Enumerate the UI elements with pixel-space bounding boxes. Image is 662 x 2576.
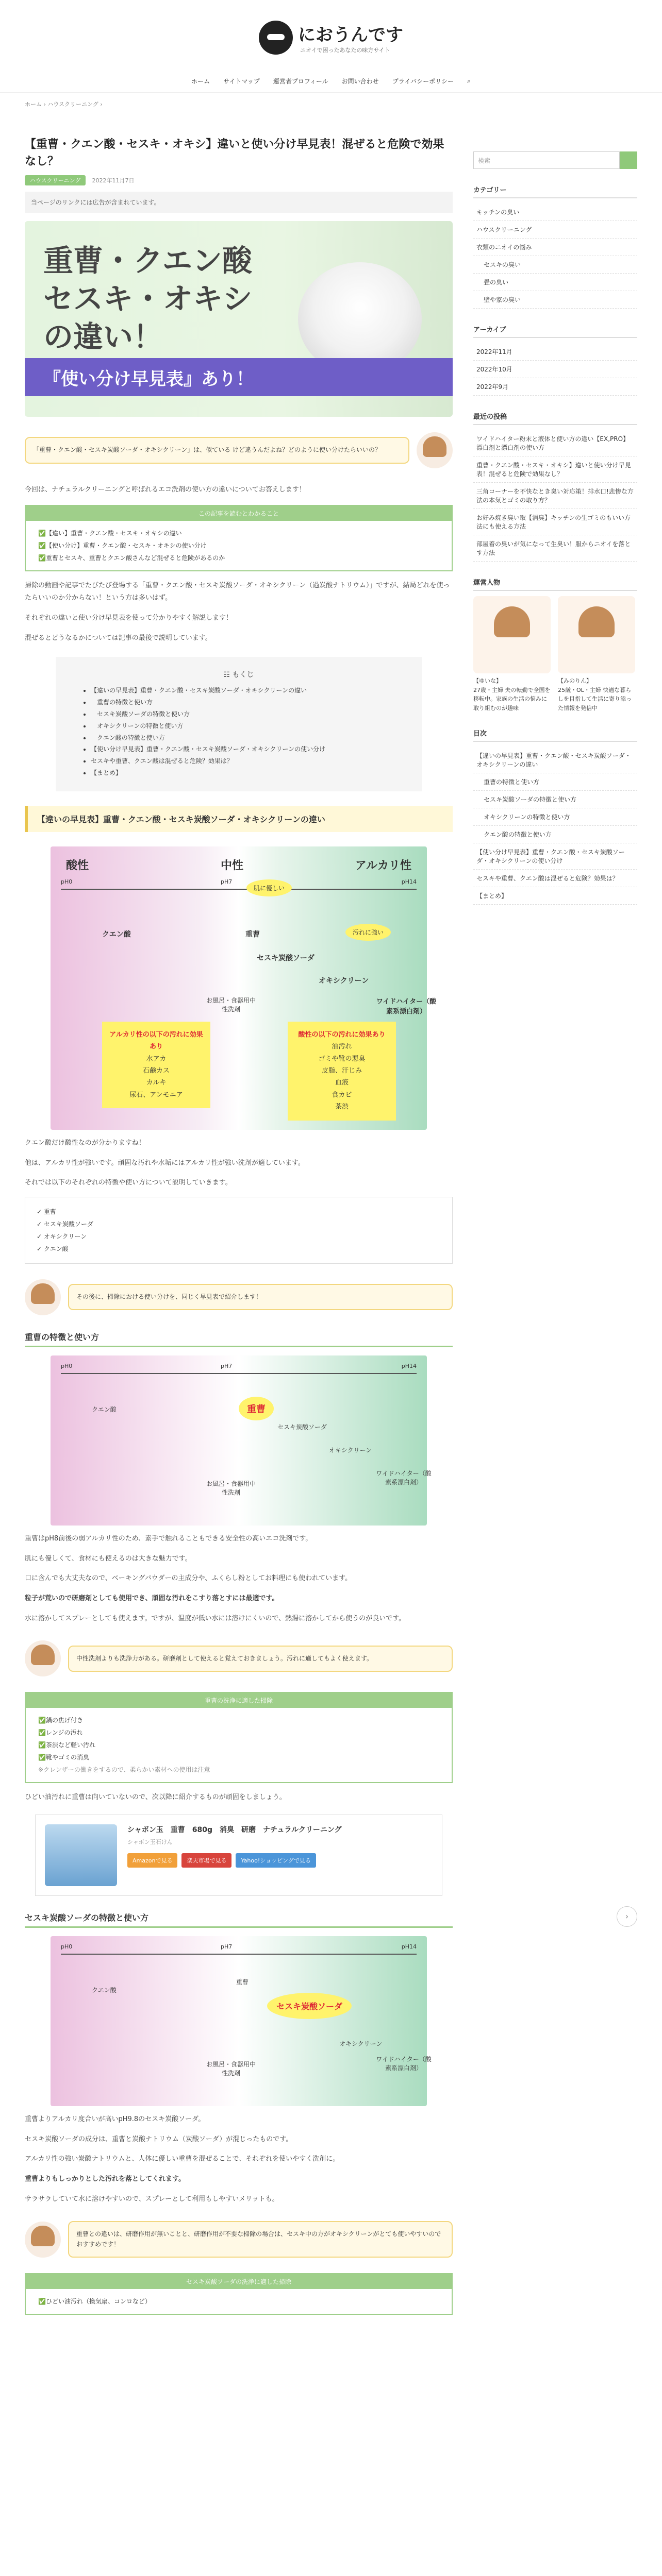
archive-link[interactable]: 2022年11月 xyxy=(473,343,637,361)
paragraph: 重曹よりもしっかりとした汚れを落としてくれます。 xyxy=(25,2175,185,2183)
subsection-heading: セスキ炭酸ソーダの特徴と使い方 xyxy=(25,1911,453,1928)
right-box-item: 食カビ xyxy=(332,1091,352,1099)
check-item: ✓ セスキ炭酸ソーダ xyxy=(37,1220,93,1228)
ph0-label: pH0 xyxy=(61,878,73,885)
global-nav xyxy=(0,70,662,93)
product-name[interactable]: シャボン玉 重曹 680g 消臭 研磨 ナチュラルクリーニング xyxy=(127,1826,342,1834)
breadcrumb[interactable]: ホーム › ハウスクリーニング › xyxy=(25,101,103,108)
paragraph: 掃除の動画や記事でたびたび登場する「重曹・クエン酸・セスキ炭酸ソーダ・オキシクリーン（過炭酸ナトリウム）」ですが、結局どれを使ったらいいのか分からない！という方は多いはず。 xyxy=(25,581,450,602)
author-name: 【みのりん】 xyxy=(558,677,592,684)
author-name: 【ゆいな】 xyxy=(473,677,502,684)
recent-post-link[interactable]: 部屋着の臭いが気になって生臭い！服からニオイを落とす方法 xyxy=(473,535,637,562)
nav-privacy[interactable]: プライバシーポリシー xyxy=(392,77,454,85)
paragraph: 口に含んでも大丈夫なので、ベーキングパウダーの主成分や、ふくらし粉としてお料理にも使われています。 xyxy=(25,1574,352,1583)
sidebar-toc-link[interactable]: 重曹の特徴と使い方 xyxy=(473,773,637,791)
ph-chart-sesqui xyxy=(51,1936,432,2106)
left-box-item: 水アカ xyxy=(146,1055,167,1063)
usage-item: ✅レンジの汚れ xyxy=(38,1729,83,1737)
paragraph: それでは以下のそれぞれの特徴や使い方について説明していきます。 xyxy=(25,1179,232,1187)
nav-profile[interactable]: 運営者プロフィール xyxy=(273,77,328,85)
avatar xyxy=(25,2222,61,2258)
category-link[interactable]: 畳の臭い xyxy=(473,274,637,291)
hero-image xyxy=(25,221,453,417)
toc-link[interactable]: • セスキ炭酸ソーダの特徴と使い方 xyxy=(91,708,396,720)
sidebar xyxy=(473,115,637,2323)
citric-label: クエン酸 xyxy=(92,1405,117,1413)
scroll-top-button[interactable]: › xyxy=(617,1906,637,1927)
author-card xyxy=(473,596,551,713)
site-header xyxy=(0,0,662,70)
nav-sitemap[interactable]: サイトマップ xyxy=(223,77,260,85)
toc-link[interactable]: • 【使い分け早見表】重曹・クエン酸・セスキ炭酸ソーダ・オキシクリーンの使い分け xyxy=(91,743,396,755)
bubble-text: 重曹との違いは、研磨作用が無いことと、研磨作用が不要な掃除の場合は、セスキ中の方がオキシクリーンがとても使いやすいのでおすすめです！ xyxy=(68,2221,453,2257)
product-card xyxy=(35,1815,442,1896)
category-link[interactable]: ハウスクリーニング xyxy=(473,221,637,239)
toc-link[interactable]: • オキシクリーンの特徴と使い方 xyxy=(91,720,396,732)
product-image[interactable] xyxy=(45,1824,117,1886)
post-date: 2022年11月7日 xyxy=(92,177,135,184)
category-link[interactable]: キッチンの臭い xyxy=(473,204,637,221)
avatar xyxy=(417,432,453,468)
haiter-label: ワイドハイター（酸素系漂白剤） xyxy=(376,1469,432,1486)
search-icon[interactable]: ⌕ xyxy=(467,77,471,84)
paragraph: 混ぜるとどうなるかについては記事の最後で説明しています。 xyxy=(25,634,212,642)
author-card xyxy=(558,596,635,713)
ph0-label: pH0 xyxy=(61,1362,73,1369)
paragraph: 粒子が荒いので研磨剤としても使用でき、頑固な汚れをこすり落とすには最適です。 xyxy=(25,1594,279,1602)
ph7-label: pH7 xyxy=(221,878,233,885)
checklist xyxy=(25,1197,453,1264)
oxi-label: オキシクリーン xyxy=(329,1446,372,1454)
toc-title: ☷ もくじ xyxy=(223,671,254,680)
sidebar-toc-link[interactable]: クエン酸の特徴と使い方 xyxy=(473,826,637,843)
soda-label: 重曹 xyxy=(236,1978,249,1986)
sidebar-toc-link[interactable]: 【違いの早見表】重曹・クエン酸・セスキ炭酸ソーダ・オキシクリーンの違い xyxy=(473,747,637,773)
site-title[interactable]: におうんです xyxy=(298,25,403,45)
sidebar-toc-title: 目次 xyxy=(473,728,637,742)
paragraph: アルカリ性の強い炭酸ナトリウムと、人体に優しい重曹を混ぜることで、それぞれを使いやすく洗剤に。 xyxy=(25,2155,340,2163)
paragraph: 他は、アルカリ性が強いです。頑固な汚れや水垢にはアルカリ性が強い洗剤が適しています。 xyxy=(25,1159,305,1167)
recent-post-link[interactable]: 重曹・クエン酸・セスキ・オキシ】違いと使い分け早見表！混ぜると危険で効果なし？ xyxy=(473,456,637,483)
paragraph: 重曹はpH8前後の弱アルカリ性のため、素手で触れることもできる安全性の高いエコ洗剤です。 xyxy=(25,1534,312,1543)
people-title: 運営人物 xyxy=(473,577,637,591)
category-link[interactable]: 壁や家の臭い xyxy=(473,291,637,309)
author-desc: 27歳・主婦 夫の転勤で全国を移転中。家族の生活の悩みに取り組むのが趣味 xyxy=(473,686,551,711)
section-heading: 【違いの早見表】重曹・クエン酸・セスキ炭酸ソーダ・オキシクリーンの違い xyxy=(25,806,453,832)
left-box-item: 石鹸カス xyxy=(142,1066,170,1075)
hero-line: 重曹・クエン酸 xyxy=(43,243,252,278)
usage-item: ✅鍋の焦げ付き xyxy=(38,1717,83,1724)
toc-link[interactable]: • 重曹の特徴と使い方 xyxy=(91,697,396,708)
haiter-label: ワイドハイター（酸素系漂白剤） xyxy=(376,2056,432,2072)
sesqui-highlight: セスキ炭酸ソーダ xyxy=(267,1993,352,2019)
summary-item: ✅【使い分け】重曹・クエン酸・セスキ・オキシの使い分け xyxy=(38,541,207,549)
right-box-item: 皮脂、汗じみ xyxy=(321,1066,362,1075)
speech-bubble xyxy=(25,432,453,468)
category-badge[interactable]: ハウスクリーニング xyxy=(25,175,86,185)
right-box-item: 血液 xyxy=(335,1079,349,1087)
dirt-badge: 汚れに強い xyxy=(345,924,391,941)
recent-post-link[interactable]: 三角コーナーを不快なとき臭い対応策！排水口!悲惨な方法の本気とゴミの取り方？ xyxy=(473,483,637,509)
neutral-detergent-label: お風呂・食器用中性洗剤 xyxy=(206,996,256,1013)
summary-box-head: この記事を読むとわかること xyxy=(26,506,452,521)
search-button[interactable] xyxy=(620,151,637,169)
ph-chart-overview xyxy=(51,846,437,1130)
author-avatar xyxy=(558,596,635,673)
usage-box-head: 重曹の洗浄に適した掃除 xyxy=(26,1693,452,1708)
paragraph: サラサラしていて水に溶けやすいので、スプレーとして利用もしやすいメリットも。 xyxy=(25,2195,279,2203)
ph0-label: pH0 xyxy=(61,1943,73,1950)
neutral-detergent-label: お風呂・食器用中性洗剤 xyxy=(206,1480,256,1496)
recent-title: 最近の投稿 xyxy=(473,411,637,425)
amazon-button[interactable]: Amazonで見る xyxy=(127,1853,177,1868)
soda-highlight: 重曹 xyxy=(239,1397,274,1420)
recent-post-link[interactable]: お好み焼き臭い取【消臭】キッチンの生ゴミのもいい方法にも使える方法 xyxy=(473,509,637,535)
ph-chart-soda xyxy=(51,1355,432,1526)
check-item: ✓ 重曹 xyxy=(37,1208,56,1215)
neutral-label: 中性 xyxy=(221,859,244,872)
article-main xyxy=(25,115,453,2323)
yahoo-button[interactable]: Yahoo!ショッピングで見る xyxy=(236,1853,316,1868)
paragraph: 水に溶かしてスプレーとしても使えます。ですが、温度が低い水には溶けにくいので、熱湯に溶かしてから使うのが良いです。 xyxy=(25,1614,406,1622)
sesqui-label: セスキ炭酸ソーダ xyxy=(277,1423,327,1431)
author-avatar xyxy=(473,596,551,673)
paragraph: クエン酸だけ酸性なのが分かりますね！ xyxy=(25,1139,145,1147)
author-desc: 25歳・OL・主婦 快適な暮らしを目指して生活に寄り添った情報を発信中 xyxy=(558,686,632,711)
sesqui-label: セスキ炭酸ソーダ xyxy=(257,954,315,962)
category-link[interactable]: 衣類のニオイの悩み xyxy=(473,239,637,256)
check-item: ✓ オキシクリーン xyxy=(37,1232,87,1240)
toc-link[interactable]: • セスキや重曹、クエン酸は混ぜると危険？効果は？ xyxy=(91,755,396,767)
sidebar-toc-link[interactable]: オキシクリーンの特徴と使い方 xyxy=(473,808,637,826)
hero-line: セスキ・オキシ xyxy=(43,281,253,317)
skin-badge: 肌に優しい xyxy=(246,879,292,896)
toc-link[interactable]: • 【違いの早見表】重曹・クエン酸・セスキ炭酸ソーダ・オキシクリーンの違い xyxy=(91,685,396,697)
ph14-label: pH14 xyxy=(401,878,417,885)
acid-label: 酸性 xyxy=(66,859,89,872)
usage-item: ✅靴やゴミの消臭 xyxy=(38,1754,89,1761)
sidebar-search xyxy=(473,151,637,169)
table-of-contents xyxy=(56,657,422,791)
paragraph: セスキ炭酸ソーダの成分は、重曹と炭酸ナトリウム（炭酸ソーダ）が混じったものです。 xyxy=(25,2135,293,2143)
avatar xyxy=(25,1279,61,1315)
left-box-item: カルキ xyxy=(146,1079,167,1087)
oxi-label: オキシクリーン xyxy=(339,2040,383,2047)
sidebar-toc-link[interactable]: セスキや重曹、クエン酸は混ぜると危険？効果は？ xyxy=(473,870,637,887)
haiter-label: ワイドハイター（酸素系漂白剤） xyxy=(376,997,437,1015)
citric-label: クエン酸 xyxy=(92,1987,117,1994)
product-brand: シャボン玉石けん xyxy=(127,1839,173,1845)
search-input[interactable]: 検索 xyxy=(473,151,620,169)
sidebar-toc-link[interactable]: セスキ炭酸ソーダの特徴と使い方 xyxy=(473,791,637,808)
summary-item: ✅重曹とセスキ、重曹とクエン酸さんなど混ぜると危険があるのか xyxy=(38,554,225,562)
citric-label: クエン酸 xyxy=(102,930,131,939)
subsection-heading: 重曹の特徴と使い方 xyxy=(25,1331,453,1347)
sidebar-toc-link[interactable]: 【まとめ】 xyxy=(473,887,637,905)
ph14-label: pH14 xyxy=(401,1362,417,1369)
paragraph: 重曹よりアルカリ度合いが高いpH9.8のセスキ炭酸ソーダ。 xyxy=(25,2115,205,2123)
paragraph: ひどい油汚れに重曹は向いていないので、次以降に紹介するものが頑固をしましょう。 xyxy=(25,1793,286,1802)
speech-bubble xyxy=(25,1640,453,1676)
usage-item: ✅ひどい油汚れ（換気扇、コンロなど） xyxy=(38,2297,151,2305)
sidebar-toc-link[interactable]: 【使い分け早見表】重曹・クエン酸・セスキ炭酸ソーダ・オキシクリーンの使い分け xyxy=(473,843,637,870)
bubble-text: 中性洗剤よりも洗浄力がある。研磨剤として使えると覚えておきましょう。汚れに適してもよく使えます。 xyxy=(68,1646,453,1672)
usage-note: ※クレンザーの働きをするので、柔らかい素材への使用は注意 xyxy=(38,1766,210,1774)
toc-link[interactable]: • 【まとめ】 xyxy=(91,767,396,779)
left-box-head: アルカリ性の以下の汚れに効果あり xyxy=(109,1030,203,1051)
avatar xyxy=(25,1640,61,1676)
paragraph: それぞれの違いと使い分け早見表を使って分かりやすく解説します！ xyxy=(25,614,233,622)
ph7-label: pH7 xyxy=(221,1943,233,1950)
ph14-label: pH14 xyxy=(401,1943,417,1950)
soda-label: 重曹 xyxy=(245,930,260,939)
speech-bubble xyxy=(25,1279,453,1315)
category-link[interactable]: セスキの臭い xyxy=(473,256,637,274)
right-box-item: ゴミや靴の悪臭 xyxy=(318,1055,366,1063)
nav-contact[interactable]: お問い合わせ xyxy=(341,77,379,85)
toc-link[interactable]: • クエン酸の特徴と使い方 xyxy=(91,732,396,744)
archive-link[interactable]: 2022年9月 xyxy=(473,378,637,396)
bubble-text: 「重曹・クエン酸・セスキ炭酸ソーダ・オキシクリーン」は、似ている けど違うんだよね？どのように使い分けたらいいの？ xyxy=(25,437,409,463)
usage-item: ✅茶渋など軽い汚れ xyxy=(38,1741,95,1749)
neutral-detergent-label: お風呂・食器用中性洗剤 xyxy=(206,2061,256,2077)
ad-notice: 当ページのリンクには広告が含まれています。 xyxy=(25,192,453,213)
category-title: カテゴリー xyxy=(473,184,637,198)
alkali-label: アルカリ性 xyxy=(355,859,411,872)
ph7-label: pH7 xyxy=(221,1362,233,1369)
rakuten-button[interactable]: 楽天市場で見る xyxy=(181,1853,231,1868)
hero-line: の違い！ xyxy=(43,319,163,355)
speech-bubble xyxy=(25,2221,453,2257)
summary-item: ✅【違い】重曹・クエン酸・セスキ・オキシの違い xyxy=(38,529,182,537)
right-box-item: 油汚れ xyxy=(332,1043,352,1051)
oxi-label: オキシクリーン xyxy=(319,976,369,985)
bubble-text: その後に、掃除における使い分けを、同じく早見表で紹介します！ xyxy=(68,1284,453,1310)
logo-mascot-icon xyxy=(259,21,293,55)
site-logo[interactable] xyxy=(259,21,403,55)
right-box-head: 酸性の以下の汚れに効果あり xyxy=(298,1030,386,1039)
paragraph: 今回は、ナチュラルクリーニングと呼ばれるエコ洗剤の使い方の違いについてお答えします！ xyxy=(25,486,306,494)
hero-band: 『使い分け早見表』あり！ xyxy=(25,358,453,396)
archive-link[interactable]: 2022年10月 xyxy=(473,361,637,378)
check-item: ✓ クエン酸 xyxy=(37,1245,69,1252)
paragraph: 肌にも優しくて、食材にも使えるのは大きな魅力です。 xyxy=(25,1554,192,1563)
nav-home[interactable]: ホーム xyxy=(191,77,210,85)
archive-title: アーカイブ xyxy=(473,324,637,338)
usage-box xyxy=(25,1692,453,1783)
left-box-item: 尿石、アンモニア xyxy=(129,1091,183,1099)
recent-post-link[interactable]: ワイドハイター粉末と液体と使い方の違い【EX,PRO】漂白剤と漂白剤の使い方 xyxy=(473,430,637,456)
summary-box xyxy=(25,505,453,571)
usage-box-head: セスキ炭酸ソーダの洗浄に適した掃除 xyxy=(26,2274,452,2289)
right-box-item: 茶渋 xyxy=(335,1103,349,1111)
usage-box xyxy=(25,2273,453,2315)
site-tagline: ニオイで困ったあなたの味方サイト xyxy=(300,47,390,54)
article-title: 【重曹・クエン酸・セスキ・オキシ】違いと使い分け早見表！混ぜると危険で効果なし？ xyxy=(25,138,444,168)
